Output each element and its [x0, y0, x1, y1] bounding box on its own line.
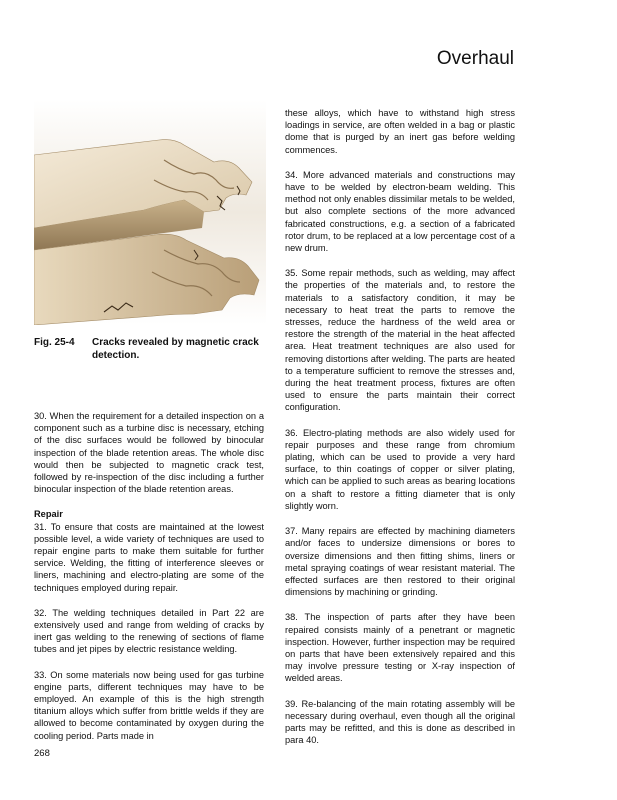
left-column	[34, 410, 264, 755]
paragraph-30: 30. When the requirement for a detailed inspection on a component such as a turbine disc is necessary, etching of the disc surfaces would be followed by binocular inspection of the blade retention areas. The whole disc would then be subjected to magnetic crack test, followed by re-inspection of the disc including a further binocular inspection of the blade retention areas.	[34, 411, 264, 495]
paragraph-36: 36. Electro-plating methods are also widely used for repair purposes and these range from chromium plating, which can be used to provide a very hard surface, to thin coatings of copper or silver plating, which can be applied to such areas as bearing locations on a shaft to restore a fitting diameter that is only slightly worn.	[285, 427, 515, 511]
paragraph-33-continued: these alloys, which have to withstand high stress loadings in service, are often welded in a bag or plastic dome that is purged by an inert gas before welding commences.	[285, 108, 515, 155]
paragraph-31: 31. To ensure that costs are maintained at the lowest possible level, a wide variety of techniques are used to repair engine parts to make them suitable for further service. Welding, the fitting of interference sleeves or liners, machining and electro-plating are some of the techniques employed during repair.	[34, 521, 264, 593]
turbine-fir-tree-illustration	[34, 100, 266, 325]
paragraph-38: 38. The inspection of parts after they have been repaired consists mainly of a penetrant or magnetic inspection. However, further inspection may be required on parts that have been extensively repaired and this may involve pressure testing or X-ray inspection of welded areas.	[285, 612, 515, 684]
crack-detection-figure	[34, 100, 266, 325]
page-number: 268	[34, 748, 50, 759]
figure-label: Fig. 25-4	[34, 337, 75, 348]
right-column	[285, 107, 515, 759]
page-header-title: Overhaul	[436, 48, 514, 69]
repair-heading: Repair	[34, 509, 63, 520]
paragraph-32: 32. The welding techniques detailed in Part 22 are extensively used and range from welding of cracks by inert gas welding to the renewing of sections of flame tubes and jet pipes by electric resistance welding.	[34, 607, 264, 655]
paragraph-39: 39. Re-balancing of the main rotating assembly will be necessary during overhaul, even though all the original parts may be refitted, and this is done as described in para 40.	[285, 698, 515, 746]
paragraph-37: 37. Many repairs are effected by machining diameters and/or faces to undersize dimensions or bores to oversize dimensions and then fitting shims, liners or metal spraying coatings of wear resistant material. The effected surfaces are then restored to their original dimensions by machining or grinding.	[285, 526, 515, 598]
paragraph-33: 33. On some materials now being used for gas turbine engine parts, different techniques may have to be employed. An example of this is the high strength titanium alloys which suffer from brittle welds if they are allowed to become contaminated by oxygen during the cooling period. Parts made in	[34, 669, 264, 741]
paragraph-34: 34. More advanced materials and constructions may have to be welded by electron-beam welding. This method not only enables dissimilar metals to be welded, but also complete sections of the more advanced fabricated constructions, e.g. a section of a fabricated rotor drum, to be replaced at a low percentage cost of a new drum.	[285, 169, 515, 254]
paragraph-35: 35. Some repair methods, such as welding, may affect the properties of the materials and, to restore the materials to a satisfactory condition, it may be necessary to heat treat the parts to remove the stresses, reduce the hardness of the weld area or restore the strength of the material in the heat affected area. Heat treatment techniques are also used for removing distortions after welding. The parts are heated to a temperature sufficient to remove the stresses and, during the heat treatment process, fixtures are often used to ensure the parts maintain their correct configuration.	[285, 268, 515, 413]
figure-caption-text: Cracks revealed by magnetic crack detection.	[92, 337, 259, 361]
